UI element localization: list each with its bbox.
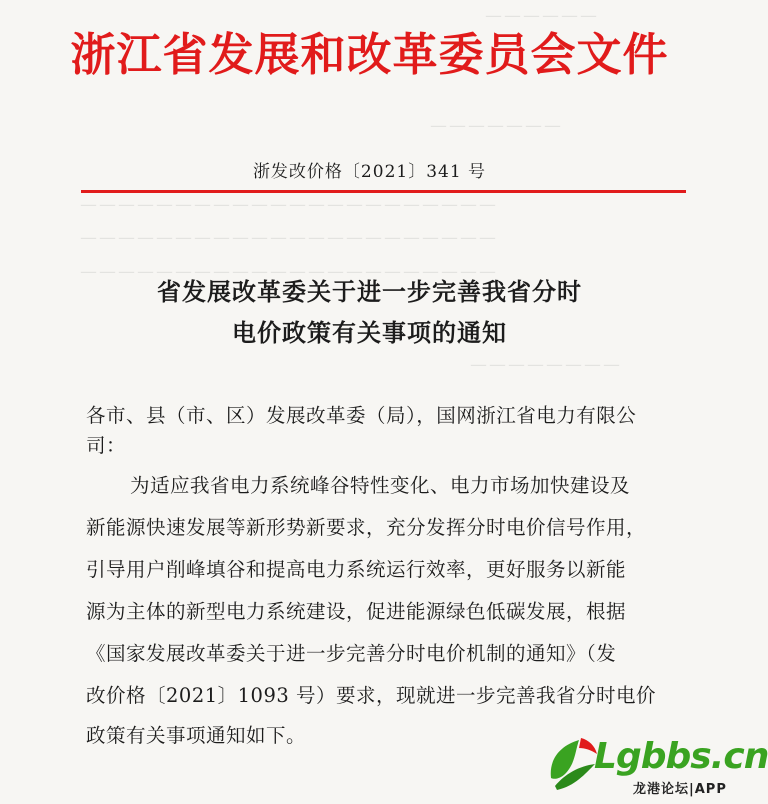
issuer-header-title: 浙江省发展和改革委员会文件 (70, 28, 669, 81)
notice-title-line-2: 电价政策有关事项的通知 (232, 319, 507, 347)
body-line-4: 源为主体的新型电力系统建设，促进能源绿色低碳发展，根据 (86, 600, 627, 623)
body-line-3: 引导用户削峰填谷和提高电力系统运行效率，更好服务以新能 (86, 558, 627, 581)
body-line-7: 政策有关事项通知如下。 (86, 724, 307, 747)
body-line-6: 改价格〔2021〕1093 号）要求，现就进一步完善我省分时电价 (86, 684, 656, 707)
show-through-text: —————————————————————— (80, 228, 498, 248)
document-number: 浙发改价格〔2021〕341 号 (252, 162, 487, 182)
body-line-5: 《国家发展改革委关于进一步完善分时电价机制的通知》（发 (86, 642, 617, 665)
red-divider-line (81, 190, 686, 193)
body-line-2: 新能源快速发展等新形势新要求，充分发挥分时电价信号作用， (86, 516, 647, 539)
addressee-line-2: 司： (86, 434, 127, 457)
show-through-text: —————————————————————— (80, 195, 498, 215)
show-through-text: —————————————————————— (80, 262, 498, 282)
site-watermark-logo (545, 728, 768, 800)
site-logo-text: Lgbbs.cn (594, 736, 768, 777)
body-line-1: 为适应我省电力系统峰谷特性变化、电力市场加快建设及 (130, 474, 631, 497)
site-logo-subtext: 龙港论坛|APP (633, 782, 727, 797)
leaf-logo-icon (545, 734, 599, 794)
show-through-text: ——————— (430, 116, 563, 136)
notice-title-line-1: 省发展改革委关于进一步完善我省分时 (157, 278, 582, 306)
addressee-line-1: 各市、县（市、区）发展改革委（局），国网浙江省电力有限公 (86, 404, 637, 427)
show-through-text: ———————— (470, 355, 622, 375)
show-through-text: —————— (485, 6, 599, 26)
